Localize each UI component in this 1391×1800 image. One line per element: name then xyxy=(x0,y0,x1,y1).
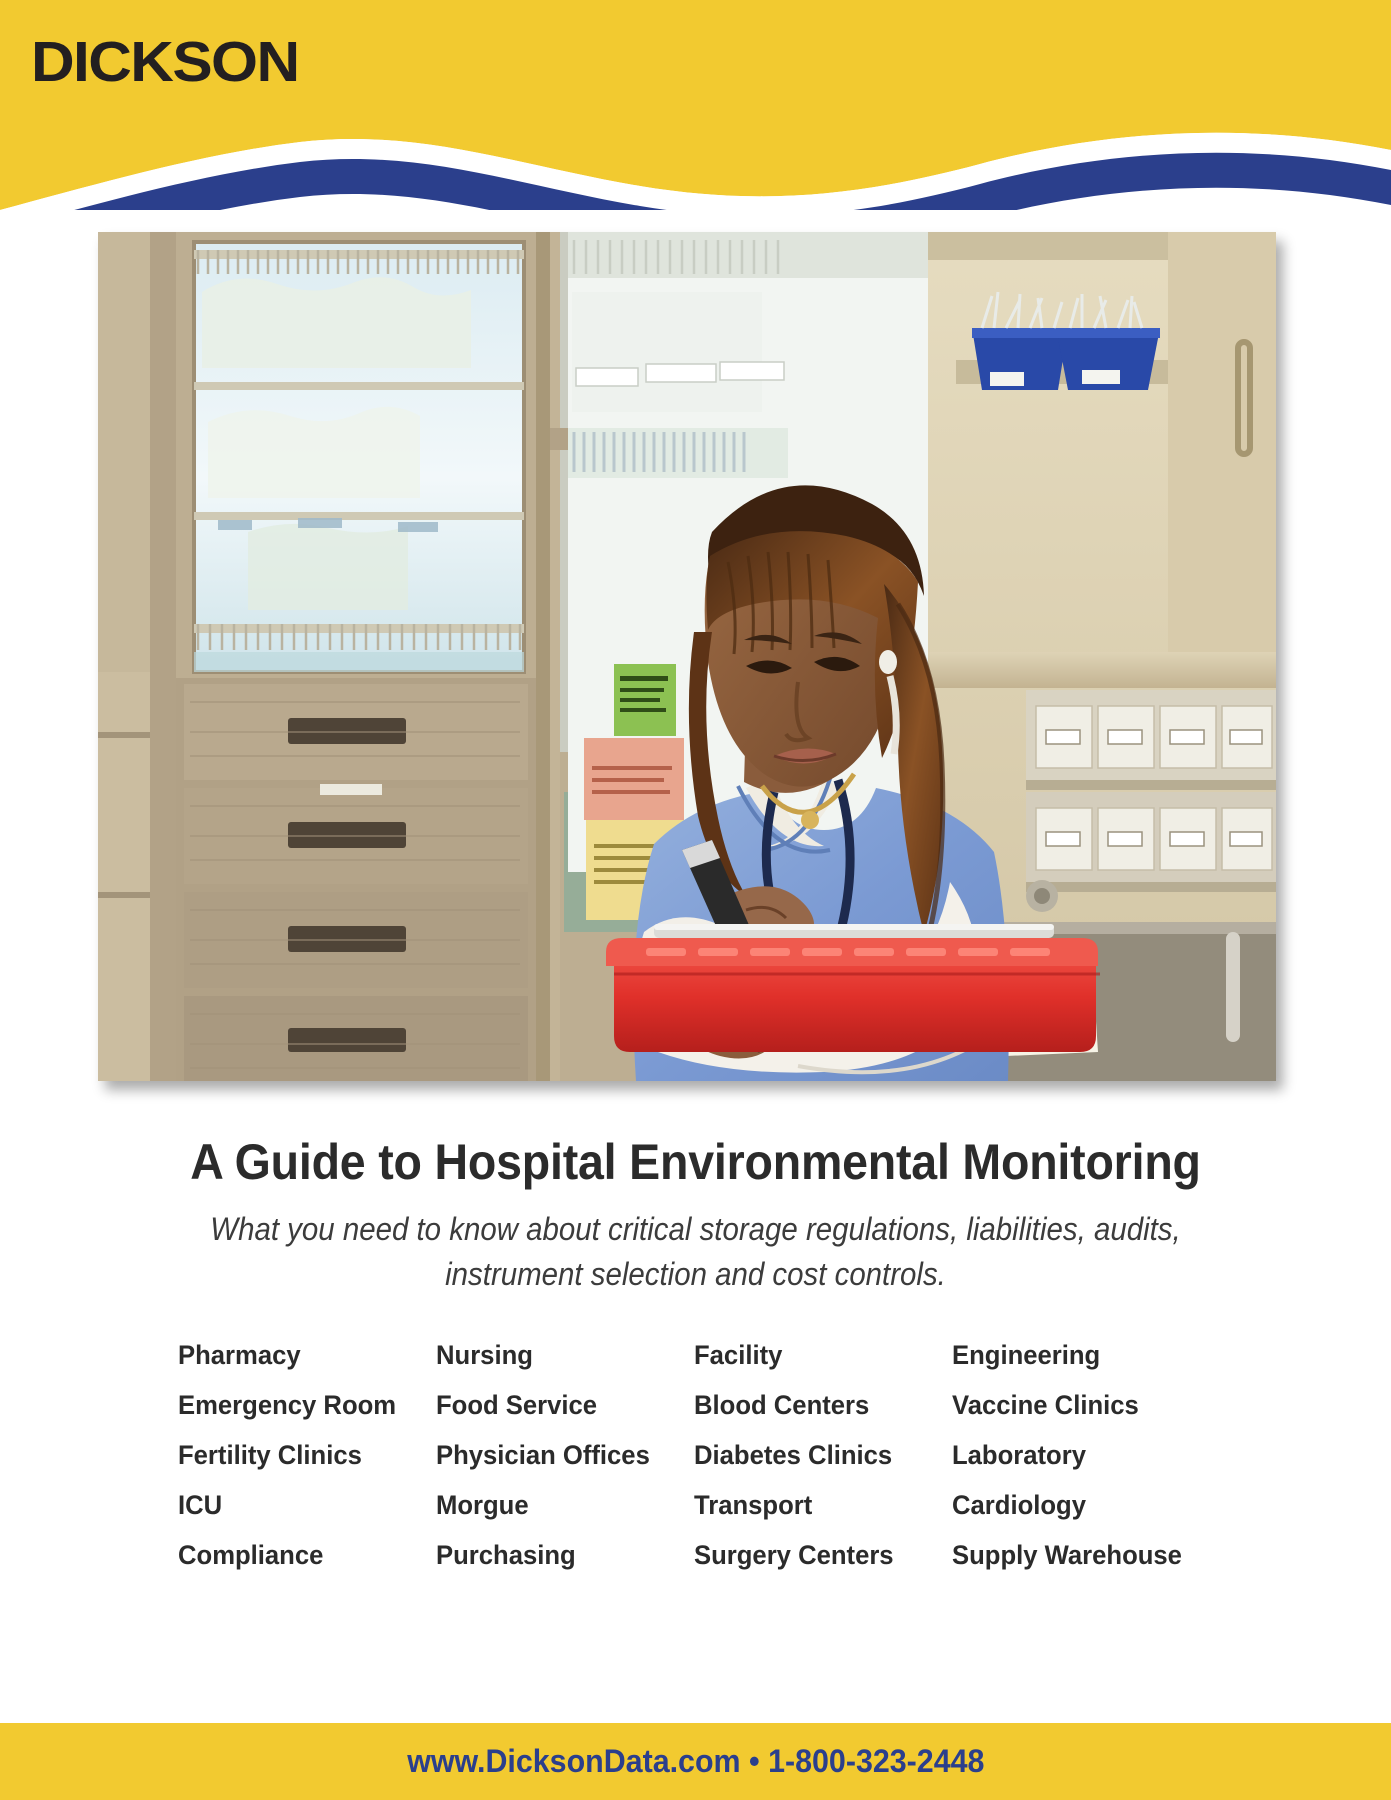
hero-photo-illustration xyxy=(98,232,1276,1081)
page-subtitle xyxy=(56,1207,1336,1297)
page-title: A Guide to Hospital Environmental Monitoring xyxy=(190,1134,1201,1190)
department-item: Pharmacy xyxy=(178,1340,301,1370)
department-item: Emergency Room xyxy=(178,1390,397,1420)
department-item: Physician Offices xyxy=(436,1440,650,1470)
department-item: Cardiology xyxy=(952,1490,1086,1520)
department-item: Facility xyxy=(694,1340,783,1370)
department-item: Laboratory xyxy=(952,1440,1086,1470)
department-item: Surgery Centers xyxy=(694,1540,894,1570)
department-item: Compliance xyxy=(178,1540,324,1570)
department-item: Food Service xyxy=(436,1390,598,1420)
department-item: Fertility Clinics xyxy=(178,1440,362,1470)
department-item: Supply Warehouse xyxy=(952,1540,1182,1570)
footer-bar xyxy=(0,1723,1391,1800)
department-item: Diabetes Clinics xyxy=(694,1440,893,1470)
title-block xyxy=(0,1136,1391,1297)
department-item: Nursing xyxy=(436,1340,533,1370)
department-item: Engineering xyxy=(952,1340,1101,1370)
hero-photo xyxy=(98,232,1276,1081)
header-band xyxy=(0,0,1391,210)
brand-logo: DICKSON xyxy=(31,30,299,94)
page-subtitle-line-2: instrument selection and cost controls. xyxy=(445,1255,946,1292)
department-list xyxy=(178,1342,1208,1592)
department-item: Purchasing xyxy=(436,1540,576,1570)
department-item: Blood Centers xyxy=(694,1390,870,1420)
page-subtitle-line-1: What you need to know about critical storage regulations, liabilities, audits, xyxy=(210,1211,1181,1247)
department-item: ICU xyxy=(178,1490,223,1520)
department-item: Vaccine Clinics xyxy=(952,1390,1139,1420)
department-item: Morgue xyxy=(436,1490,529,1520)
department-item: Transport xyxy=(694,1490,813,1520)
footer-contact-text[interactable]: www.DicksonData.com • 1-800-323-2448 xyxy=(406,1743,985,1779)
